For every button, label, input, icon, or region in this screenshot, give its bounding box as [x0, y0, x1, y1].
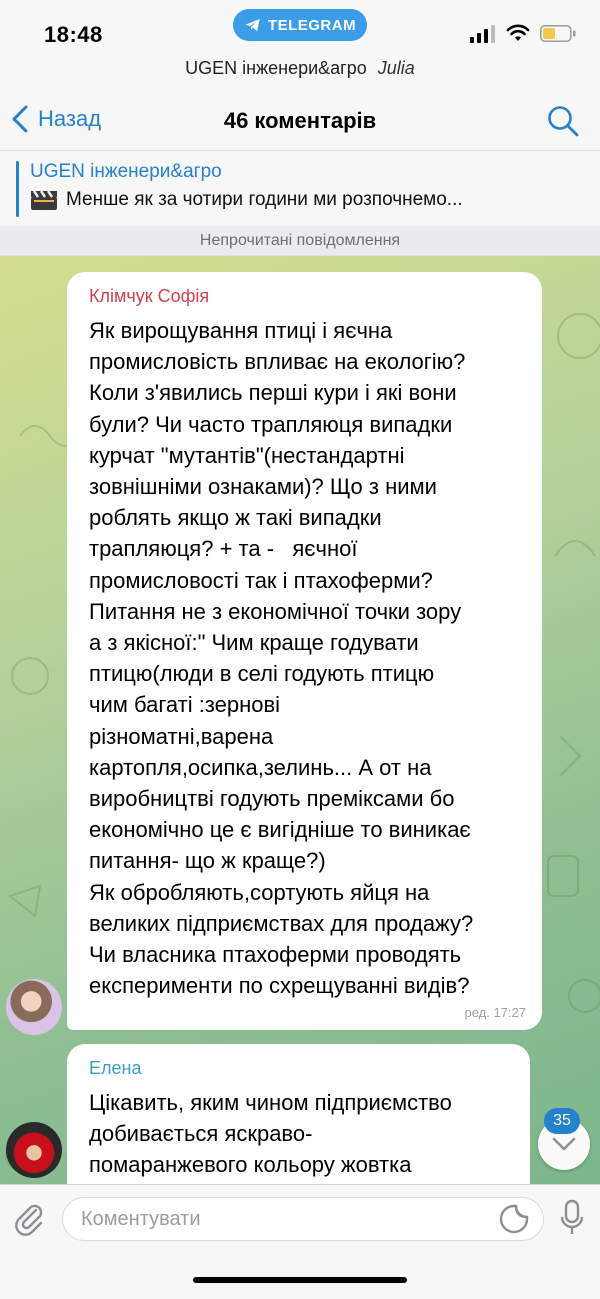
channel-name: UGEN інженери&агро: [185, 58, 367, 78]
message-timestamp: ред. 17:27: [464, 1005, 526, 1020]
message-sender[interactable]: Елена: [89, 1058, 142, 1078]
quote-bar: [16, 161, 19, 217]
post-preview: [30, 189, 463, 211]
post-channel-name: UGEN інженери&агро: [30, 161, 222, 182]
navigation-bar: [0, 94, 600, 148]
page-title: 46 коментарів: [223, 108, 377, 133]
telegram-icon: [244, 16, 262, 34]
original-post-header[interactable]: [0, 150, 600, 224]
comment-input[interactable]: [62, 1197, 544, 1241]
message-sender[interactable]: Клімчук Софія: [89, 286, 210, 306]
app-pill-label: TELEGRAM: [267, 16, 357, 34]
message-bubble[interactable]: [67, 1044, 530, 1204]
chevron-left-icon: [10, 104, 30, 134]
message-text: Цікавить, яким чином підприємство добивається яскраво- помаранжевого кольору жовтка: [89, 1090, 452, 1178]
chat-area[interactable]: [0, 256, 600, 1184]
sticker-icon[interactable]: [498, 1203, 530, 1235]
chevron-down-icon: [552, 1137, 576, 1151]
account-name: Julia: [377, 58, 415, 78]
back-label: Назад: [38, 106, 102, 131]
home-indicator[interactable]: [193, 1277, 407, 1283]
telegram-return-pill[interactable]: [233, 9, 367, 41]
microphone-icon[interactable]: [560, 1199, 584, 1237]
status-time: 18:48: [44, 22, 103, 47]
message-bubble[interactable]: [67, 272, 542, 1030]
message-text: Як вирощування птиці і яєчна промисловість впливає на екологію? Коли з'явились перші кури і які вони були? Чи часто трапляюця випадки курчат "мутантів"(нестандартні зовнішніми ознаками)? Що з ними роблять якщо ж такі випадки трапляюця? + та - яєчної промисловості так і птахоферми? Питання не з економічної точки зору а з якісної:" Чим краще годувати птицю(люди в селі годують птицю чим багаті :зернові різноматні,варена картопля,осипка,зелинь... А от на виробництві годують преміксами бо економічно це є вигідніше то виникає питання- що ж краще?) Як обробляють,сортують яйця на великих підприємствах для продажу? Чи власника птахоферми проводять експерименти по схрещуванні видів?: [89, 318, 474, 999]
chat-context-header: [0, 58, 600, 79]
back-button[interactable]: [10, 104, 101, 134]
clapperboard-emoji-icon: [30, 189, 58, 211]
battery-icon: [540, 25, 576, 42]
wifi-icon: [506, 24, 530, 42]
unread-count-badge: 35: [544, 1108, 580, 1134]
cellular-signal-icon: [470, 25, 496, 43]
avatar[interactable]: [6, 979, 62, 1035]
avatar[interactable]: [6, 1122, 62, 1178]
unread-divider: Непрочитані повідомлення: [0, 226, 600, 256]
paperclip-icon[interactable]: [12, 1201, 46, 1235]
search-icon[interactable]: [546, 104, 580, 138]
status-bar: [0, 0, 600, 58]
post-preview-text: Менше як за чотири години ми розпочнемо...: [66, 189, 463, 210]
